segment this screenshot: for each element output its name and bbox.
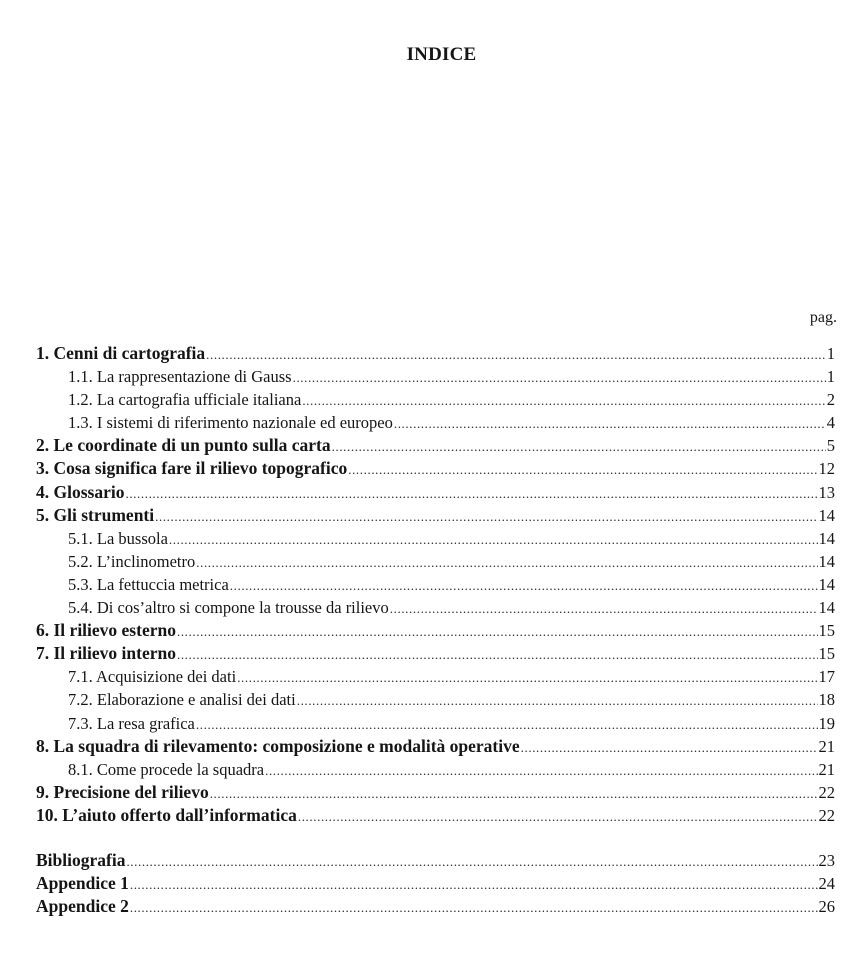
dot-leader — [169, 528, 818, 551]
toc-chapter-row — [36, 342, 835, 365]
dot-leader — [177, 620, 818, 643]
toc-section-row — [36, 573, 835, 596]
dot-leader — [126, 850, 817, 873]
toc-chapter-row — [36, 872, 835, 895]
toc-entry-label: 8. La squadra di rilevamento: composizione e modalità operative — [36, 735, 520, 756]
table-of-contents — [36, 342, 835, 918]
toc-entry-page: 15 — [818, 644, 835, 664]
toc-entry-page: 1 — [826, 344, 835, 363]
toc-entry-page: 13 — [818, 482, 835, 502]
toc-entry-page: 17 — [818, 667, 835, 687]
dot-leader — [196, 551, 817, 574]
dot-leader — [210, 782, 818, 805]
toc-entry-label: 2. Le coordinate di un punto sulla carta — [36, 435, 331, 456]
toc-entry-page: 22 — [818, 805, 835, 825]
toc-entry-page: 21 — [818, 736, 835, 756]
toc-section-row — [36, 411, 835, 434]
toc-chapter-row — [36, 735, 835, 758]
toc-section-row — [36, 527, 835, 550]
toc-entry-label: 6. Il rilievo esterno — [36, 620, 176, 641]
dot-leader — [237, 666, 817, 689]
dot-leader — [348, 458, 817, 481]
toc-entry-label: 3. Cosa significa fare il rilievo topografico — [36, 458, 348, 479]
toc-section-row — [36, 665, 835, 688]
dot-leader — [206, 343, 826, 366]
toc-entries — [36, 342, 835, 827]
toc-back-matter — [36, 849, 835, 918]
toc-section-row — [36, 712, 835, 735]
toc-entry-label: Appendice 1 — [36, 873, 129, 894]
toc-spacer — [36, 827, 835, 849]
toc-chapter-row — [36, 642, 835, 665]
toc-entry-page: 15 — [818, 621, 835, 641]
toc-entry-page: 21 — [818, 759, 835, 779]
toc-entry-page: 18 — [818, 690, 835, 710]
toc-section-row — [36, 596, 835, 619]
toc-chapter-row — [36, 895, 835, 918]
toc-entry-page: 14 — [818, 574, 835, 594]
toc-section-row — [36, 550, 835, 573]
toc-entry-label: 5.4. Di cos’altro si compone la trousse da rilievo — [68, 598, 389, 618]
dot-leader — [298, 805, 818, 828]
dot-leader — [297, 689, 818, 712]
toc-entry-page: 22 — [818, 782, 835, 802]
toc-entry-page: 14 — [818, 551, 835, 571]
toc-entry-label: Bibliografia — [36, 849, 126, 870]
toc-section-row — [36, 365, 835, 388]
toc-entry-page: 14 — [818, 528, 835, 548]
toc-entry-page: 19 — [818, 713, 835, 733]
page-column-label: pag. — [809, 309, 837, 326]
dot-leader — [394, 412, 826, 435]
toc-entry-label: 4. Glossario — [36, 481, 125, 502]
dot-leader — [125, 482, 817, 505]
toc-chapter-row — [36, 619, 835, 642]
toc-chapter-row — [36, 804, 835, 827]
toc-section-row — [36, 388, 835, 411]
dot-leader — [130, 873, 818, 896]
toc-entry-page: 24 — [818, 874, 835, 894]
dot-leader — [265, 759, 817, 782]
toc-entry-label: 10. L’aiuto offerto dall’informatica — [36, 804, 297, 825]
toc-entry-label: 8.1. Come procede la squadra — [68, 759, 265, 779]
toc-entry-label: 1.2. La cartografia ufficiale italiana — [68, 390, 302, 410]
toc-entry-label: Appendice 2 — [36, 896, 129, 917]
toc-chapter-row — [36, 457, 835, 480]
toc-entry-label: 1.3. I sistemi di riferimento nazionale ed europeo — [68, 413, 393, 433]
toc-section-row — [36, 758, 835, 781]
dot-leader — [390, 597, 818, 620]
dot-leader — [196, 713, 818, 736]
dot-leader — [332, 435, 826, 458]
toc-entry-label: 1. Cenni di cartografia — [36, 343, 206, 363]
toc-entry-page: 1 — [826, 367, 835, 387]
dot-leader — [155, 505, 817, 528]
toc-entry-page: 2 — [826, 390, 835, 410]
toc-entry-label: 1.1. La rappresentazione di Gauss — [68, 367, 292, 387]
toc-chapter-row — [36, 434, 835, 457]
toc-chapter-row — [36, 849, 835, 872]
toc-entry-label: 7.3. La resa grafica — [68, 713, 195, 733]
toc-entry-label: 7. Il rilievo interno — [36, 643, 176, 664]
toc-entry-page: 23 — [818, 850, 835, 870]
dot-leader — [177, 643, 818, 666]
toc-entry-label: 9. Precisione del rilievo — [36, 781, 209, 802]
dot-leader — [230, 574, 818, 597]
toc-chapter-row — [36, 504, 835, 527]
toc-entry-page: 12 — [818, 459, 835, 479]
toc-entry-label: 5. Gli strumenti — [36, 504, 155, 525]
toc-entry-page: 4 — [826, 413, 835, 433]
toc-entry-label: 7.1. Acquisizione dei dati — [68, 667, 237, 687]
toc-chapter-row — [36, 781, 835, 804]
dot-leader — [302, 389, 825, 412]
toc-entry-page: 5 — [826, 436, 835, 456]
toc-section-row — [36, 688, 835, 711]
dot-leader — [521, 736, 818, 759]
toc-entry-label: 5.1. La bussola — [68, 528, 168, 548]
dot-leader — [293, 366, 826, 389]
toc-entry-label: 7.2. Elaborazione e analisi dei dati — [68, 690, 296, 710]
toc-entry-label: 5.3. La fettuccia metrica — [68, 574, 229, 594]
toc-entry-label: 5.2. L’inclinometro — [68, 551, 196, 571]
page-title: INDICE — [406, 44, 477, 65]
toc-entry-page: 14 — [818, 505, 835, 525]
dot-leader — [130, 896, 818, 919]
toc-entry-page: 26 — [818, 897, 835, 917]
toc-entry-page: 14 — [818, 598, 835, 618]
toc-chapter-row — [36, 481, 835, 504]
